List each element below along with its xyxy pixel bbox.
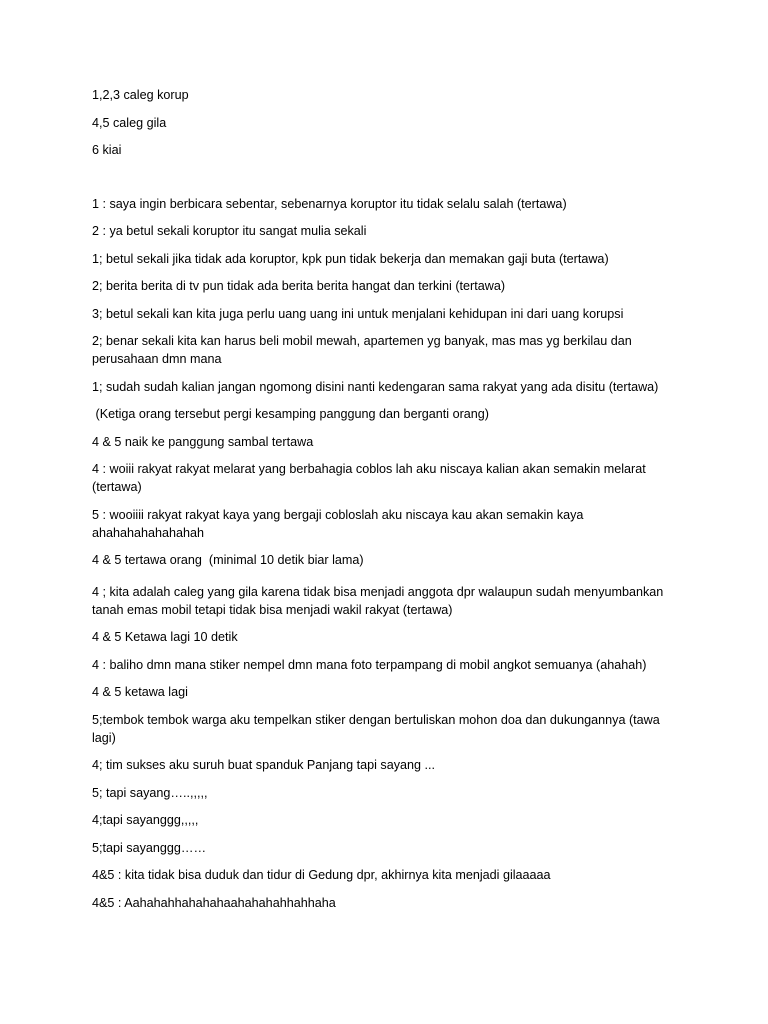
stage-direction: 4 & 5 tertawa orang (minimal 10 detik biar lama) <box>92 553 364 567</box>
dialogue-line: 4 ; kita adalah caleg yang gila karena tidak bisa menjadi anggota dpr walaupun sudah menyumbankan tanah emas mobil tetapi tidak bisa menjadi wakil rakyat (tertawa) <box>92 584 667 617</box>
dialogue-line: 1; sudah sudah kalian jangan ngomong disini nanti kedengaran sama rakyat yang ada disitu (tertawa) <box>92 379 659 394</box>
dialogue-line: 4;tapi sayanggg,,,,, <box>92 813 199 827</box>
dialogue-line: 4&5 : Aahahahhahahahaahahahahhahhaha <box>92 895 336 910</box>
stage-direction: (Ketiga orang tersebut pergi kesamping panggung dan berganti orang) <box>92 407 489 421</box>
stage-direction: 4 & 5 naik ke panggung sambal tertawa <box>92 434 314 449</box>
dialogue-line: 5; tapi sayang…..,,,,, <box>92 785 208 800</box>
dialogue-line: 2; berita berita di tv pun tidak ada berita berita hangat dan terkini (tertawa) <box>92 279 506 293</box>
dialogue-line: 1 : saya ingin berbicara sebentar, sebenarnya koruptor itu tidak selalu salah (tertawa) <box>92 196 567 211</box>
dialogue-line: 3; betul sekali kan kita juga perlu uang uang ini untuk menjalani kehidupan ini dari uang korupsi <box>92 306 624 321</box>
cast-line: 6 kiai <box>92 143 122 157</box>
document-body <box>92 86 682 921</box>
paragraph-gap <box>92 169 682 195</box>
stage-direction: 4 & 5 Ketawa lagi 10 detik <box>92 630 238 644</box>
dialogue-line: 5;tapi sayanggg…… <box>92 840 207 855</box>
dialogue-line: 4 : baliho dmn mana stiker nempel dmn mana foto terpampang di mobil angkot semuanya (ahahah) <box>92 657 647 672</box>
cast-line: 4,5 caleg gila <box>92 115 167 130</box>
dialogue-line: 5 : wooiiii rakyat rakyat kaya yang bergaji cobloslah aku niscaya kau akan semakin kaya ahahahahahahahah <box>92 507 587 540</box>
dialogue-line: 2 : ya betul sekali koruptor itu sangat mulia sekali <box>92 224 367 238</box>
dialogue-line: 4 : woiii rakyat rakyat melarat yang berbahagia coblos lah aku niscaya kalian akan semakin melarat (tertawa) <box>92 462 650 494</box>
dialogue-line: 4&5 : kita tidak bisa duduk dan tidur di Gedung dpr, akhirnya kita menjadi gilaaaaa <box>92 868 551 882</box>
stage-direction: 4 & 5 ketawa lagi <box>92 685 188 699</box>
dialogue-line: 1; betul sekali jika tidak ada koruptor, kpk pun tidak bekerja dan memakan gaji buta (tertawa) <box>92 251 609 266</box>
dialogue-line: 4; tim sukses aku suruh buat spanduk Panjang tapi sayang ... <box>92 758 436 772</box>
dialogue-line: 2; benar sekali kita kan harus beli mobil mewah, apartemen yg banyak, mas mas yg berkilau dan perusahaan dmn mana <box>92 334 636 366</box>
dialogue-line: 5;tembok tembok warga aku tempelkan stiker dengan bertuliskan mohon doa dan dukungannya (tawa lagi) <box>92 712 664 745</box>
cast-line: 1,2,3 caleg korup <box>92 88 189 102</box>
